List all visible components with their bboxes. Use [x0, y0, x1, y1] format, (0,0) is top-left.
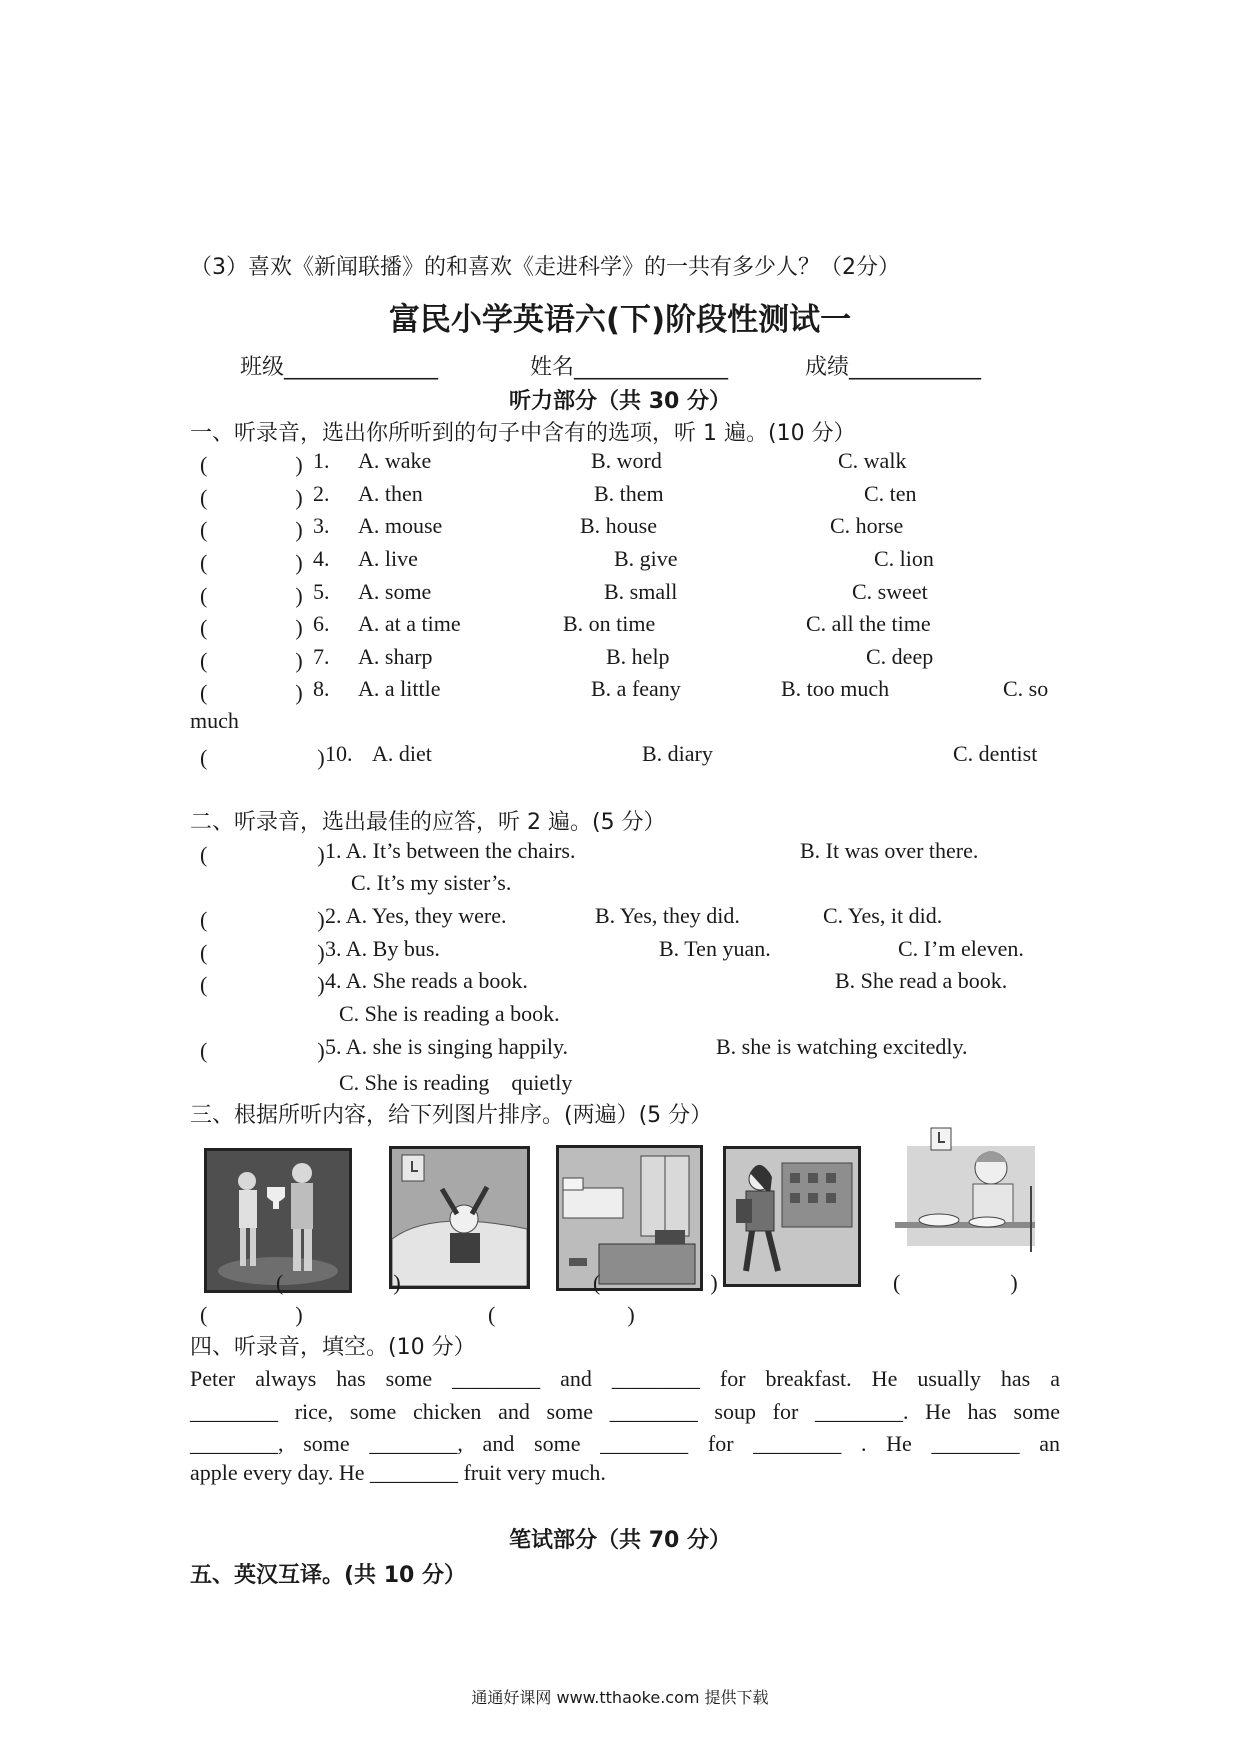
- option-a: 3. A. By bus.: [325, 936, 440, 961]
- option-c: C. walk: [838, 448, 907, 473]
- option-c: C. sweet: [852, 579, 928, 604]
- page-title: 富民小学英语六(下)阶段性测试一: [388, 302, 852, 338]
- item-number: 5.: [313, 579, 330, 604]
- option-a: A. then: [358, 481, 423, 506]
- option-b: B. diary: [642, 741, 713, 766]
- name-field[interactable]: 姓名______________: [530, 355, 729, 380]
- option-a: A. a little: [358, 676, 441, 701]
- answer-blank[interactable]: ( ): [200, 940, 325, 965]
- fill-in-line-1: Peter always has some ________ and ________ for breakfast. He usually has a: [190, 1366, 1060, 1391]
- item-number: 8.: [313, 676, 330, 701]
- answer-blank[interactable]: ( ): [200, 517, 303, 542]
- option-b: B. help: [606, 644, 670, 669]
- girl-walking-illustration: [726, 1149, 858, 1284]
- option-c: C. Yes, it did.: [823, 903, 943, 928]
- option-b: B. them: [594, 481, 664, 506]
- option-a: A. some: [358, 579, 432, 604]
- item-number: 10.: [325, 741, 353, 766]
- option-b: B. a feany: [591, 676, 681, 701]
- section1-heading: 一、听录音，选出你所听到的句子中含有的选项，听 1 遍。(10 分）: [190, 421, 856, 446]
- item-number: 3.: [313, 513, 330, 538]
- picture-order-blank[interactable]: ( ): [593, 1270, 718, 1295]
- option-a: A. at a time: [358, 611, 461, 636]
- item-number: 6.: [313, 611, 330, 636]
- option-b: B. small: [604, 579, 678, 604]
- option-a: A. live: [358, 546, 418, 571]
- answer-blank[interactable]: ( ): [200, 452, 303, 477]
- option-c: C. all the time: [806, 611, 931, 636]
- answer-blank[interactable]: ( ): [200, 615, 303, 640]
- section3-heading: 三、根据所听内容，给下列图片排序。(两遍）(5 分）: [190, 1103, 713, 1128]
- item-number: 1.: [313, 448, 330, 473]
- option-b: B. house: [580, 513, 657, 538]
- option-b: B. Ten yuan.: [659, 936, 771, 961]
- answer-blank[interactable]: ( ): [200, 745, 325, 770]
- boy-waking-up-illustration: [392, 1149, 527, 1286]
- picture-order-blank[interactable]: ( ): [200, 1302, 303, 1327]
- option-c-wrap: much: [190, 708, 239, 733]
- section2-heading: 二、听录音，选出最佳的应答，听 2 遍。(5 分）: [190, 810, 666, 835]
- fill-in-line-4: apple every day. He ________ fruit very much.: [190, 1460, 606, 1485]
- option-c: C. horse: [830, 513, 904, 538]
- answer-blank[interactable]: ( ): [200, 550, 303, 575]
- option-a: A. mouse: [358, 513, 443, 538]
- section4-heading: 四、听录音，填空。(10 分）: [190, 1335, 476, 1360]
- option-a: 2. A. Yes, they were.: [325, 903, 507, 928]
- item-number: 2.: [313, 481, 330, 506]
- listening-section-header: 听力部分（共 30 分）: [509, 389, 731, 414]
- option-c: C. ten: [864, 481, 917, 506]
- item-number: 7.: [313, 644, 330, 669]
- answer-blank[interactable]: ( ): [200, 648, 303, 673]
- option-c: C. She is reading quietly: [339, 1070, 573, 1095]
- class-field[interactable]: 班级______________: [240, 355, 439, 380]
- option-a: A. wake: [358, 448, 432, 473]
- option-c: C. I’m eleven.: [898, 936, 1024, 961]
- option-b: B. Yes, they did.: [595, 903, 740, 928]
- option-b2: B. too much: [781, 676, 890, 701]
- answer-blank[interactable]: ( ): [200, 680, 303, 705]
- option-a: A. diet: [372, 741, 432, 766]
- answer-blank[interactable]: ( ): [200, 583, 303, 608]
- boy-eating-breakfast-image: [895, 1126, 1035, 1254]
- item-number: 4.: [313, 546, 330, 571]
- option-c: C. dentist: [953, 741, 1038, 766]
- option-b: B. on time: [563, 611, 656, 636]
- option-c: C. It’s my sister’s.: [351, 870, 512, 895]
- picture-order-blank[interactable]: ( ): [893, 1270, 1018, 1295]
- section5-heading: 五、英汉互译。(共 10 分）: [190, 1563, 466, 1588]
- boy-waking-up-image: [389, 1146, 530, 1289]
- fill-in-line-3: ________, some ________, and some ________ for ________ . He ________ an: [190, 1431, 1060, 1456]
- option-a: 4. A. She reads a book.: [325, 968, 528, 993]
- option-c: C. deep: [866, 644, 934, 669]
- score-field[interactable]: 成绩____________: [805, 355, 982, 380]
- picture-order-blank[interactable]: ( ): [488, 1302, 635, 1327]
- girl-walking-to-school-image: [723, 1146, 861, 1287]
- answer-blank[interactable]: ( ): [200, 907, 325, 932]
- option-c: C. lion: [874, 546, 934, 571]
- fill-in-line-2: ________ rice, some chicken and some ________ soup for ________. He has some: [190, 1399, 1060, 1424]
- option-c: C. so: [1003, 676, 1049, 701]
- footer-source: 通通好课网 www.tthaoke.com 提供下载: [471, 1688, 769, 1707]
- answer-blank[interactable]: ( ): [200, 972, 325, 997]
- option-c: C. She is reading a book.: [339, 1001, 560, 1026]
- option-b: B. It was over there.: [800, 838, 979, 863]
- option-a: A. sharp: [358, 644, 433, 669]
- answer-blank[interactable]: ( ): [200, 485, 303, 510]
- option-a: 1. A. It’s between the chairs.: [325, 838, 576, 863]
- previous-question: （3）喜欢《新闻联播》的和喜欢《走进科学》的一共有多少人？（2分）: [190, 255, 900, 280]
- written-section-header: 笔试部分（共 70 分）: [509, 1528, 731, 1553]
- answer-blank[interactable]: ( ): [200, 842, 325, 867]
- boy-eating-illustration: [895, 1126, 1035, 1254]
- option-b: B. she is watching excitedly.: [716, 1034, 968, 1059]
- option-b: B. give: [614, 546, 678, 571]
- option-a: 5. A. she is singing happily.: [325, 1034, 569, 1059]
- picture-order-blank[interactable]: ( ): [276, 1270, 401, 1295]
- answer-blank[interactable]: ( ): [200, 1038, 325, 1063]
- option-b: B. She read a book.: [835, 968, 1008, 993]
- option-b: B. word: [591, 448, 662, 473]
